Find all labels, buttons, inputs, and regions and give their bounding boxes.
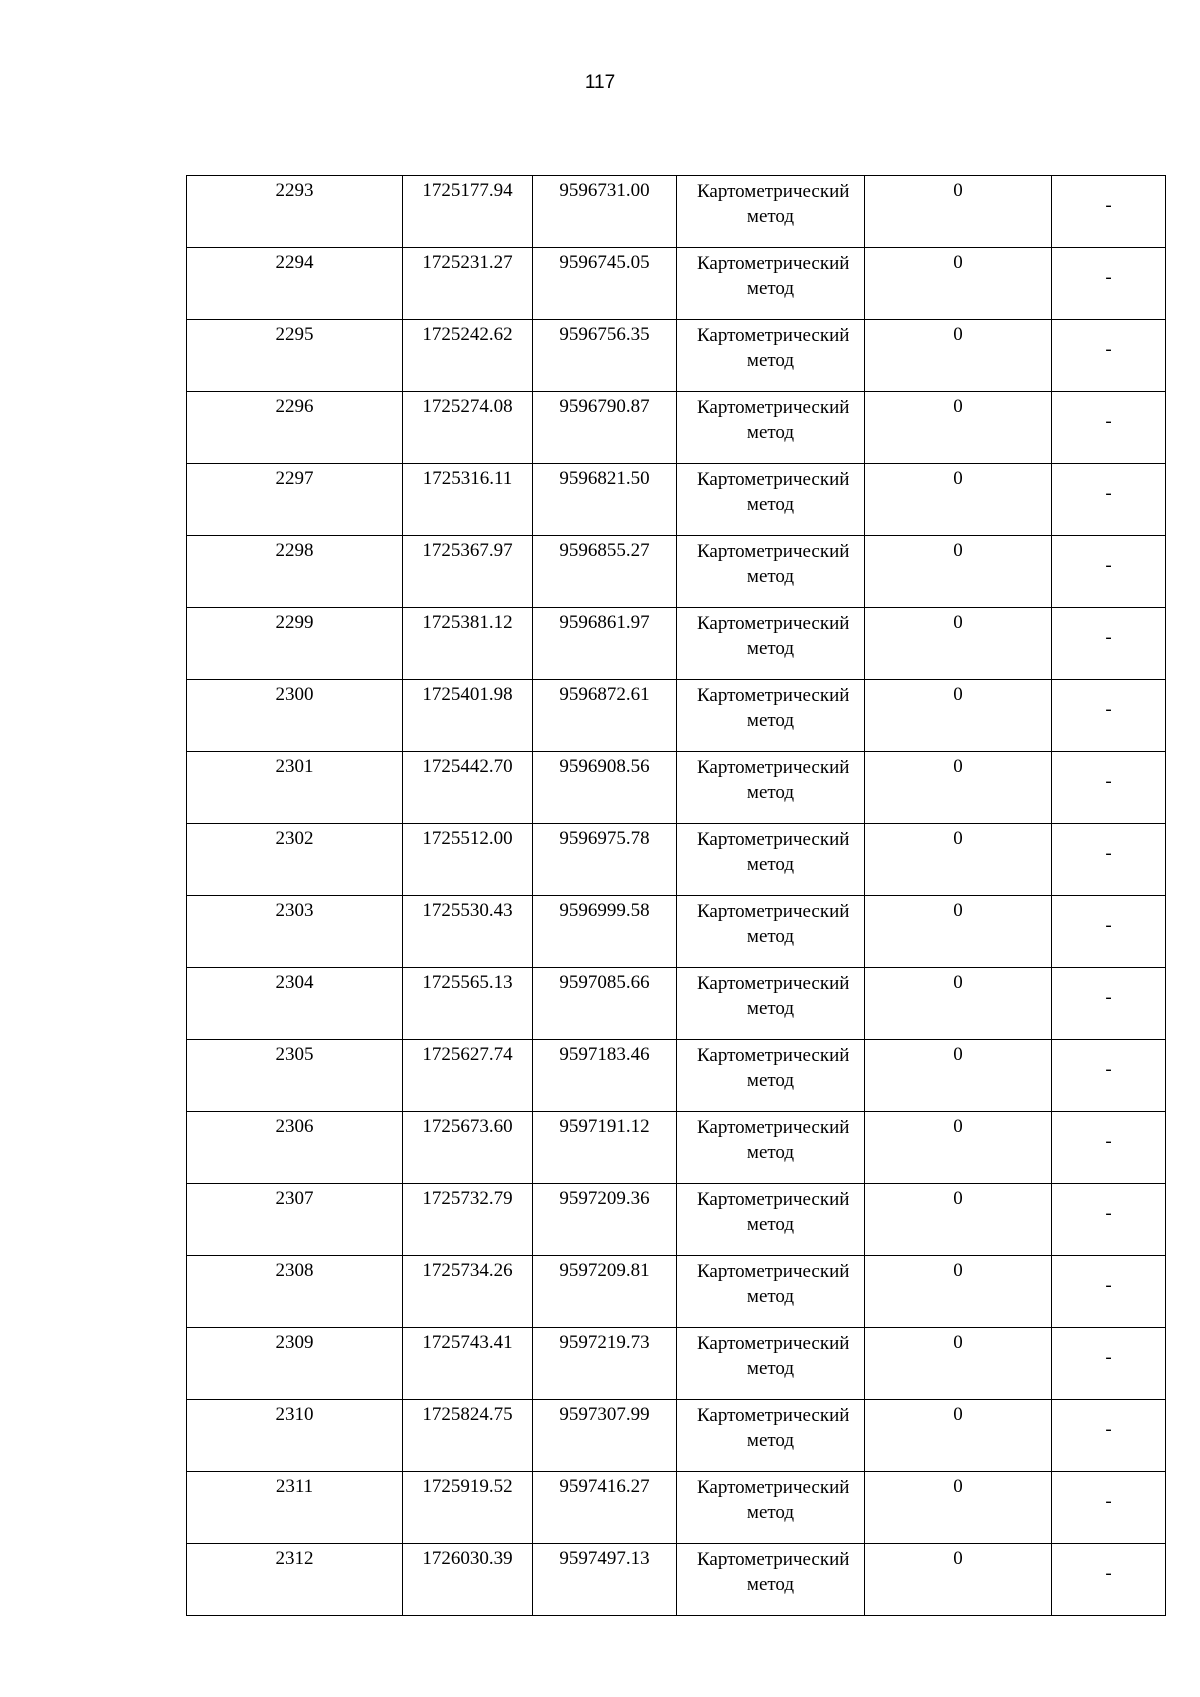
note-value: - [1105, 411, 1112, 432]
coordinate-y-cell: 9596861.97 [533, 608, 677, 680]
coordinate-x-cell: 1725565.13 [403, 968, 533, 1040]
coordinate-x-cell: 1725732.79 [403, 1184, 533, 1256]
point-number-cell: 2295 [187, 320, 403, 392]
note-cell [1052, 1112, 1166, 1184]
note-cell [1052, 896, 1166, 968]
table-row [187, 1328, 1166, 1400]
method-cell: Картометрический метод [677, 824, 865, 896]
note-cell [1052, 1328, 1166, 1400]
note-value: - [1105, 267, 1112, 288]
coordinate-y-cell: 9596975.78 [533, 824, 677, 896]
note-cell [1052, 680, 1166, 752]
error-cell: 0 [865, 464, 1052, 536]
note-cell [1052, 248, 1166, 320]
method-cell: Картометрический метод [677, 1184, 865, 1256]
method-cell: Картометрический метод [677, 608, 865, 680]
point-number-cell: 2296 [187, 392, 403, 464]
method-cell: Картометрический метод [677, 392, 865, 464]
method-cell: Картометрический метод [677, 320, 865, 392]
note-value: - [1105, 1491, 1112, 1512]
error-cell: 0 [865, 824, 1052, 896]
note-cell [1052, 1544, 1166, 1616]
note-cell [1052, 392, 1166, 464]
table-row [187, 752, 1166, 824]
point-number-cell: 2297 [187, 464, 403, 536]
error-cell: 0 [865, 680, 1052, 752]
coordinate-y-cell: 9596999.58 [533, 896, 677, 968]
method-cell: Картометрический метод [677, 464, 865, 536]
point-number-cell: 2312 [187, 1544, 403, 1616]
point-number-cell: 2293 [187, 176, 403, 248]
table-row [187, 320, 1166, 392]
error-cell: 0 [865, 1472, 1052, 1544]
note-cell [1052, 968, 1166, 1040]
point-number-cell: 2298 [187, 536, 403, 608]
coordinate-x-cell: 1725401.98 [403, 680, 533, 752]
error-cell: 0 [865, 176, 1052, 248]
coordinate-x-cell: 1726030.39 [403, 1544, 533, 1616]
table-row [187, 896, 1166, 968]
coordinate-x-cell: 1725367.97 [403, 536, 533, 608]
coordinate-y-cell: 9597219.73 [533, 1328, 677, 1400]
coordinates-table [186, 175, 1166, 1616]
point-number-cell: 2307 [187, 1184, 403, 1256]
table-row [187, 1472, 1166, 1544]
method-cell: Картометрический метод [677, 680, 865, 752]
note-value: - [1105, 987, 1112, 1008]
table-row [187, 1544, 1166, 1616]
table-row [187, 1256, 1166, 1328]
point-number-cell: 2304 [187, 968, 403, 1040]
coordinate-y-cell: 9596855.27 [533, 536, 677, 608]
error-cell: 0 [865, 1544, 1052, 1616]
point-number-cell: 2303 [187, 896, 403, 968]
error-cell: 0 [865, 1400, 1052, 1472]
coordinate-y-cell: 9596745.05 [533, 248, 677, 320]
note-cell [1052, 1256, 1166, 1328]
error-cell: 0 [865, 1328, 1052, 1400]
point-number-cell: 2301 [187, 752, 403, 824]
error-cell: 0 [865, 392, 1052, 464]
table-row [187, 608, 1166, 680]
method-cell: Картометрический метод [677, 896, 865, 968]
method-cell: Картометрический метод [677, 1328, 865, 1400]
coordinate-y-cell: 9597209.81 [533, 1256, 677, 1328]
error-cell: 0 [865, 1040, 1052, 1112]
coordinate-y-cell: 9597191.12 [533, 1112, 677, 1184]
point-number-cell: 2294 [187, 248, 403, 320]
coordinate-y-cell: 9597497.13 [533, 1544, 677, 1616]
note-value: - [1105, 699, 1112, 720]
table-row [187, 680, 1166, 752]
error-cell: 0 [865, 320, 1052, 392]
error-cell: 0 [865, 1184, 1052, 1256]
method-cell: Картометрический метод [677, 176, 865, 248]
note-value: - [1105, 627, 1112, 648]
error-cell: 0 [865, 896, 1052, 968]
method-cell: Картометрический метод [677, 1472, 865, 1544]
error-cell: 0 [865, 752, 1052, 824]
note-cell [1052, 464, 1166, 536]
method-cell: Картометрический метод [677, 752, 865, 824]
note-value: - [1105, 339, 1112, 360]
coordinate-x-cell: 1725743.41 [403, 1328, 533, 1400]
coordinate-y-cell: 9596872.61 [533, 680, 677, 752]
note-value: - [1105, 195, 1112, 216]
note-cell [1052, 1472, 1166, 1544]
coordinate-x-cell: 1725734.26 [403, 1256, 533, 1328]
coordinate-x-cell: 1725242.62 [403, 320, 533, 392]
coordinate-x-cell: 1725177.94 [403, 176, 533, 248]
table-row [187, 1040, 1166, 1112]
coordinate-x-cell: 1725512.00 [403, 824, 533, 896]
coordinates-table-body [187, 176, 1166, 1616]
coordinate-y-cell: 9597307.99 [533, 1400, 677, 1472]
note-value: - [1105, 1419, 1112, 1440]
table-row [187, 392, 1166, 464]
method-cell: Картометрический метод [677, 1256, 865, 1328]
coordinate-y-cell: 9596731.00 [533, 176, 677, 248]
note-value: - [1105, 771, 1112, 792]
coordinate-x-cell: 1725824.75 [403, 1400, 533, 1472]
note-value: - [1105, 1275, 1112, 1296]
error-cell: 0 [865, 1112, 1052, 1184]
method-cell: Картометрический метод [677, 536, 865, 608]
note-cell [1052, 608, 1166, 680]
table-row [187, 1400, 1166, 1472]
table-row [187, 1184, 1166, 1256]
note-value: - [1105, 1131, 1112, 1152]
error-cell: 0 [865, 968, 1052, 1040]
error-cell: 0 [865, 536, 1052, 608]
point-number-cell: 2308 [187, 1256, 403, 1328]
table-row [187, 824, 1166, 896]
table-row [187, 248, 1166, 320]
note-cell [1052, 536, 1166, 608]
note-cell [1052, 320, 1166, 392]
note-cell [1052, 752, 1166, 824]
coordinate-x-cell: 1725627.74 [403, 1040, 533, 1112]
error-cell: 0 [865, 248, 1052, 320]
point-number-cell: 2311 [187, 1472, 403, 1544]
coordinate-y-cell: 9597416.27 [533, 1472, 677, 1544]
coordinate-y-cell: 9596908.56 [533, 752, 677, 824]
point-number-cell: 2310 [187, 1400, 403, 1472]
table-row [187, 968, 1166, 1040]
coordinate-x-cell: 1725919.52 [403, 1472, 533, 1544]
coordinate-y-cell: 9596756.35 [533, 320, 677, 392]
point-number-cell: 2309 [187, 1328, 403, 1400]
note-cell [1052, 176, 1166, 248]
table-row [187, 536, 1166, 608]
method-cell: Картометрический метод [677, 1544, 865, 1616]
point-number-cell: 2299 [187, 608, 403, 680]
table-row [187, 464, 1166, 536]
coordinate-x-cell: 1725381.12 [403, 608, 533, 680]
coordinate-y-cell: 9596821.50 [533, 464, 677, 536]
method-cell: Картометрический метод [677, 1040, 865, 1112]
note-value: - [1105, 915, 1112, 936]
note-cell [1052, 1040, 1166, 1112]
note-cell [1052, 824, 1166, 896]
coordinate-x-cell: 1725530.43 [403, 896, 533, 968]
coordinate-y-cell: 9597209.36 [533, 1184, 677, 1256]
coordinate-x-cell: 1725673.60 [403, 1112, 533, 1184]
method-cell: Картометрический метод [677, 968, 865, 1040]
method-cell: Картометрический метод [677, 1112, 865, 1184]
note-value: - [1105, 483, 1112, 504]
error-cell: 0 [865, 608, 1052, 680]
coordinate-x-cell: 1725442.70 [403, 752, 533, 824]
method-cell: Картометрический метод [677, 1400, 865, 1472]
coordinate-y-cell: 9596790.87 [533, 392, 677, 464]
note-cell [1052, 1184, 1166, 1256]
coordinate-x-cell: 1725316.11 [403, 464, 533, 536]
note-value: - [1105, 1203, 1112, 1224]
point-number-cell: 2302 [187, 824, 403, 896]
table-row [187, 176, 1166, 248]
error-cell: 0 [865, 1256, 1052, 1328]
note-value: - [1105, 1347, 1112, 1368]
point-number-cell: 2305 [187, 1040, 403, 1112]
point-number-cell: 2300 [187, 680, 403, 752]
coordinate-y-cell: 9597183.46 [533, 1040, 677, 1112]
method-cell: Картометрический метод [677, 248, 865, 320]
coordinate-x-cell: 1725231.27 [403, 248, 533, 320]
table-row [187, 1112, 1166, 1184]
note-value: - [1105, 1563, 1112, 1584]
note-value: - [1105, 1059, 1112, 1080]
note-cell [1052, 1400, 1166, 1472]
point-number-cell: 2306 [187, 1112, 403, 1184]
page-number: 117 [584, 72, 616, 93]
coordinate-x-cell: 1725274.08 [403, 392, 533, 464]
note-value: - [1105, 555, 1112, 576]
note-value: - [1105, 843, 1112, 864]
coordinate-y-cell: 9597085.66 [533, 968, 677, 1040]
